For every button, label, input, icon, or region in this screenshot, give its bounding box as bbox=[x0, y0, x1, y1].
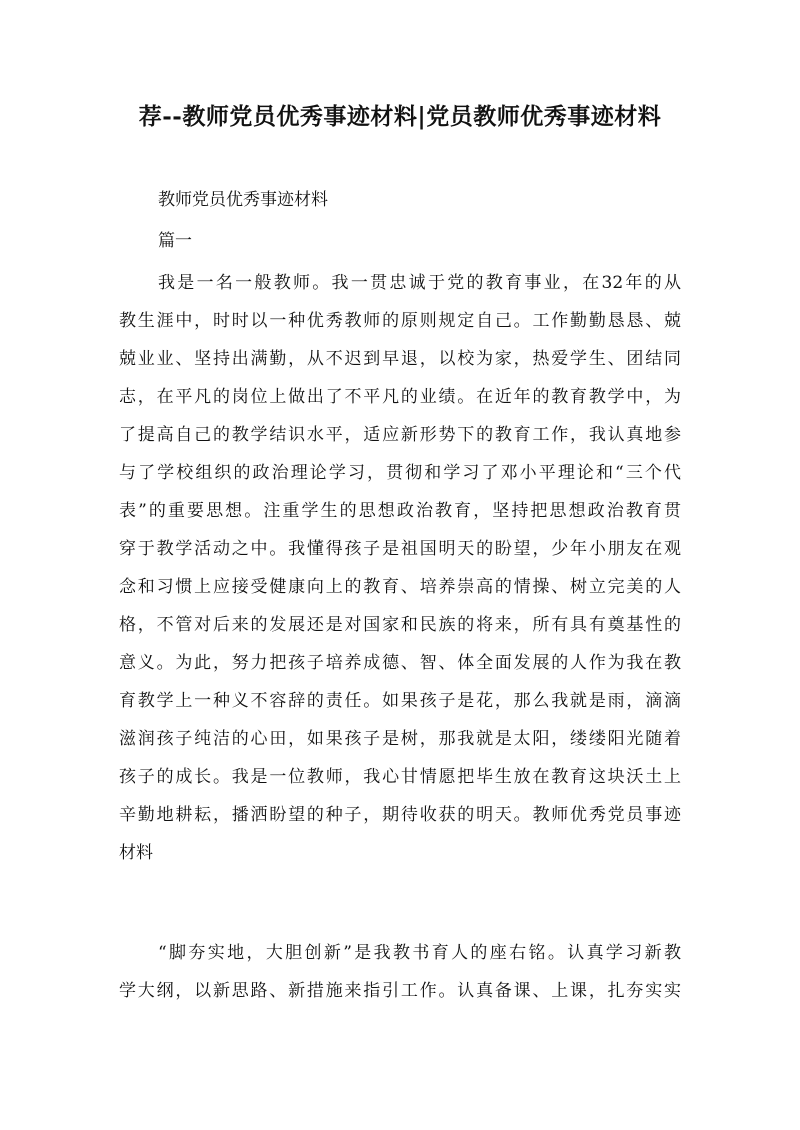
paragraph-line: “脚夯实地，大胆创新”是我教书育人的座右铭。认真学习新教 bbox=[158, 943, 681, 963]
paragraph-line: 育教学上一种义不容辞的责任。如果孩子是花，那么我就是雨，滴滴 bbox=[119, 691, 681, 711]
paragraph-line: 与了学校组织的政治理论学习，贯彻和学习了邓小平理论和“三个代 bbox=[119, 463, 681, 483]
paragraph-line: 表”的重要思想。注重学生的思想政治教育，坚持把思想政治教育贯 bbox=[119, 501, 681, 521]
paragraph-line: 格，不管对后来的发展还是对国家和民族的将来，所有具有奠基性的 bbox=[119, 615, 681, 635]
paragraph bbox=[119, 934, 681, 1010]
paragraph-line: 志，在平凡的岗位上做出了不平凡的业绩。在近年的教育教学中，为 bbox=[119, 387, 681, 407]
paragraph-line: 我是一名一般教师。我一贯忠诚于党的教育事业，在32年的从 bbox=[158, 273, 681, 293]
paragraph-line: 孩子的成长。我是一位教师，我心甘情愿把毕生放在教育这块沃土上 bbox=[119, 767, 681, 787]
paragraph-line: 学大纲，以新思路、新措施来指引工作。认真备课、上课，扎夯实实 bbox=[119, 981, 681, 1001]
paragraph-line: 意义。为此，努力把孩子培养成德、智、体全面发展的人作为我在教 bbox=[119, 653, 681, 673]
document-subtitle: 教师党员优秀事迹材料 bbox=[158, 190, 328, 210]
section-label: 篇一 bbox=[158, 231, 192, 251]
paragraph-line: 教生涯中，时时以一种优秀教师的原则规定自己。工作勤勤恳恳、兢 bbox=[119, 311, 681, 331]
paragraph-line: 兢业业、坚持出满勤，从不迟到早退，以校为家，热爱学生、团结同 bbox=[119, 349, 681, 369]
paragraph-line: 材料 bbox=[119, 843, 153, 863]
document-title: 荐--教师党员优秀事迹材料|党员教师优秀事迹材料 bbox=[138, 103, 662, 130]
paragraph-line: 滋润孩子纯洁的心田，如果孩子是树，那我就是太阳，缕缕阳光随着 bbox=[119, 729, 681, 749]
paragraph-line: 了提高自己的教学结识水平，适应新形势下的教育工作，我认真地参 bbox=[119, 425, 681, 445]
paragraph-line: 穿于教学活动之中。我懂得孩子是祖国明天的盼望，少年小朋友在观 bbox=[119, 539, 681, 559]
paragraph bbox=[119, 264, 681, 872]
paragraph-line: 念和习惯上应接受健康向上的教育、培养崇高的情操、树立完美的人 bbox=[119, 577, 681, 597]
paragraph-line: 辛勤地耕耘，播洒盼望的种子，期待收获的明天。教师优秀党员事迹 bbox=[119, 805, 681, 825]
